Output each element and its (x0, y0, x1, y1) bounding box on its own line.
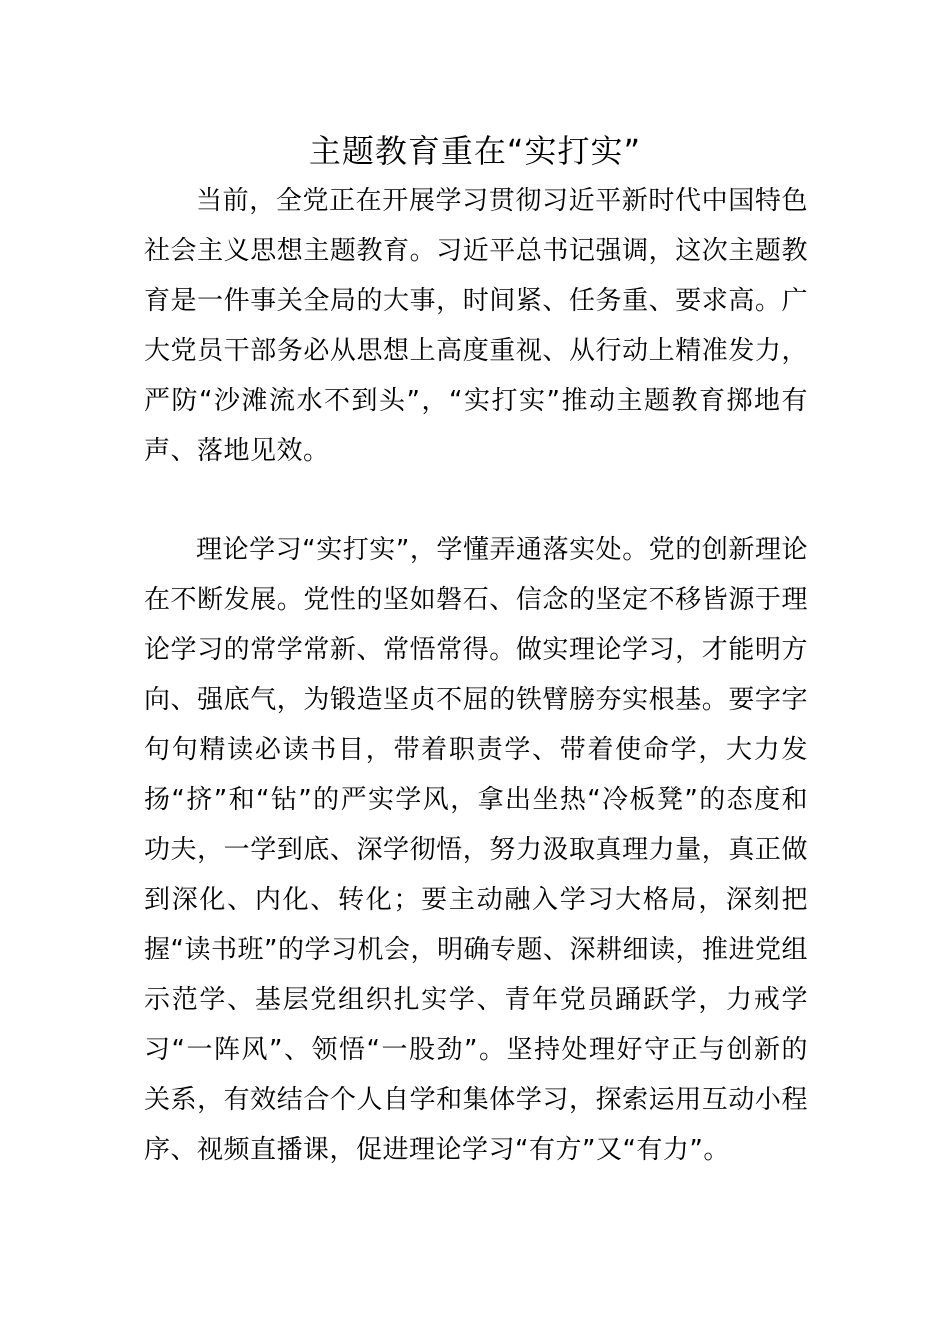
document-title: 主题教育重在“实打实” (308, 132, 642, 170)
paragraph-intro: 当前，全党正在开展学习贯彻习近平新时代中国特色社会主义思想主题教育。习近平总书记强调，这次主题教育是一件事关全局的大事，时间紧、任务重、要求高。广大党员干部务必从思想上高度重视、从行动上精准发力，严防“沙滩流水不到头”，“实打实”推动主题教育掷地有声、落地见效。 (144, 186, 808, 466)
paragraph-theory-study: 理论学习“实打实”，学懂弄通落实处。党的创新理论在不断发展。党性的坚如磐石、信念的坚定不移皆源于理论学习的常学常新、常悟常得。做实理论学习，才能明方向、强底气，为锻造坚贞不屈的铁臂膀夯实根基。要字字句句精读必读书目，带着职责学、带着使命学，大力发扬“挤”和“钻”的严实学风，拿出坐热“冷板凳”的态度和功夫，一学到底、深学彻悟，努力汲取真理力量，真正做到深化、内化、转化；要主动融入学习大格局，深刻把握“读书班”的学习机会，明确专题、深耕细读，推进党组示范学、基层党组织扎实学、青年党员踊跃学，力戒学习“一阵风”、领悟“一股劲”。坚持处理好守正与创新的关系，有效结合个人自学和集体学习，探索运用互动小程序、视频直播课，促进理论学习“有方”又“有力”。 (144, 535, 808, 1165)
